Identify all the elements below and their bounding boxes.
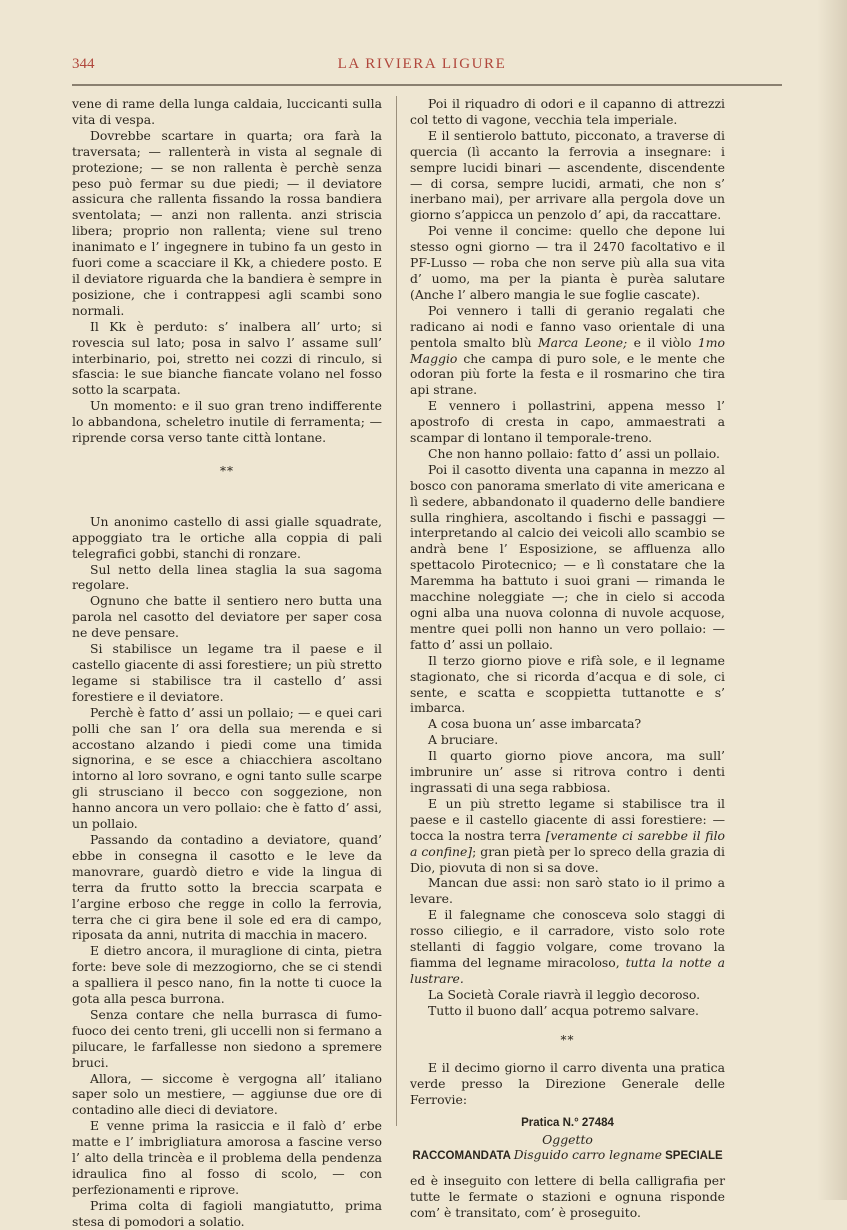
- right-column: [410, 96, 725, 1221]
- page-header: [72, 56, 772, 78]
- text-run: Poi vennero i talli di geranio regalati che radicano ai nodi e fanno vaso orientale di una pentola smalto blù: [410, 302, 725, 350]
- paragraph: E venne prima la rasiccia e il falò d’ erbe matte e l’ imbrigliatura amorosa a fascine verso l’ alto della trincèa e il problema della pendenza idraulica fino al fosso di scolo, — con perfezionamenti e riprove.: [72, 1118, 382, 1197]
- paragraph: Un anonimo castello di assi gialle squadrate, appoggiato tra le ortiche alla coppia di pali telegrafici gobbi, stanchi di ronzare.: [72, 513, 382, 561]
- running-title: LA RIVIERA LIGURE: [337, 56, 507, 72]
- text-run: E il falegname che conosceva solo staggi di rosso ciliegio, e il carradore, visto solo rote stellanti di faggio volgare, come trovano la fiamma del legname miracoloso,: [410, 907, 725, 970]
- italic-run: [veramente ci sarebbe il filo a confine]: [410, 827, 725, 859]
- paragraph: [410, 796, 725, 876]
- section-separator: **: [220, 463, 234, 478]
- paragraph: ed è inseguito con lettere di bella calligrafia per tutte le fermate o stazioni e ognuna risponde com’ è transitato, com’ è proseguito.: [410, 1172, 725, 1220]
- paragraph: Passando da contadino a deviatore, quand’ ebbe in consegna il casotto e le leve da manovrare, guardò dietro e vide la lingua di terra da frutto sotto la breccia scarpata e l’argine erboso che regge in collo la ferrovia, terra che ci gira bene il sole ed era di campo, riposata da anni, nutrita di macchia in macero.: [72, 831, 382, 943]
- paragraph: Il Kk è perduto: s’ inalbera all’ urto; si rovescia sul lato; posa in salvo l’ assame sull’ interbinario, poi, stretto nei cozzi di rinculo, si sfascia: le sue bianche fiancate volano nel fosso sotto la scarpata.: [72, 318, 382, 398]
- paragraph: Il quarto giorno piove ancora, ma sull’ imbrunire un’ asse si ritrova contro i denti ingrassati di una sega rabbiosa.: [410, 748, 725, 795]
- paragraph: Ognuno che batte il sentiero nero butta una parola nel casotto del deviatore per saper cosa ne deve pensare.: [72, 593, 382, 641]
- paragraph: Senza contare che nella burrasca di fumo-fuoco dei cento treni, gli uccelli non si fermano a pilucare, le farfallesse non siedono a spremere bruci.: [72, 1006, 382, 1070]
- paragraph: Perchè è fatto d’ assi un pollaio; — e quei cari polli che san l’ ora della sua merenda e si accostano alzando i piedi come una timida signorina, e se esce a chiacchiera ascoltano intorno al loro sovrano, e ogni tanto sulle scarpe gli strusciano il becco con soggezione, non hanno ancora un vero pollaio: che è fatto d’ assi, un pollaio.: [72, 704, 382, 832]
- header-rule: [72, 84, 782, 86]
- paragraph: Tutto il buono dall’ acqua potremo salvare.: [428, 1002, 699, 1018]
- page-number: 344: [72, 56, 95, 72]
- paragraph: Poi venne il concime: quello che depone lui stesso ogni giorno — tra il 2470 facoltativo e il PF-Lusso — roba che non serve più alla sua vita d’ uomo, ma per la pianta è purèa salutare (Anche l’ albero mangia le sue foglie cascate).: [410, 223, 725, 302]
- paragraph: Dovrebbe scartare in quarta; ora farà la traversata; — rallenterà in vista al segnale di protezione; — se non rallenta è perchè senza peso può fermar su due piedi; — il deviatore assicura che rallenta fissando la rossa bandiera sventolata; — anzi non rallenta. anzi striscia libera; proprio non rallenta; viene sul treno inanimato e l’ ingegnere in tubino fa un gesto in fuori come a scacciare il Kk, a chiedere posto. E il deviatore riguarda che la bandiera è sempre in posizione, che i contrappesi agli scambi sono normali.: [72, 127, 382, 318]
- text-run: e il viòlo: [627, 334, 698, 350]
- paragraph: Che non hanno pollaio: fatto d’ assi un pollaio.: [428, 445, 720, 461]
- text-run: E un più stretto legame si stabilisce tra il paese e il castello giacente di assi forestiere: — tocca la nostra terra: [410, 795, 725, 843]
- paragraph: Sul netto della linea staglia la sua sagoma regolare.: [72, 561, 382, 593]
- paragraph: Poi il riquadro di odori e il capanno di attrezzi col tetto di vagone, vecchia tela imperiale.: [410, 96, 725, 127]
- section-separator: **: [560, 1032, 575, 1047]
- paragraph: A cosa buona un’ asse imbarcata?: [428, 716, 642, 732]
- italic-run: 1mo Maggio: [410, 334, 726, 366]
- paragraph: [410, 907, 725, 987]
- paragraph: Il terzo giorno piove e rifà sole, e il legname stagionato, che si ricorda d’acqua e di sole, ci sente, e scatta e scoppietta tuttanotte e s’ imbarca.: [410, 652, 725, 716]
- scan-shadow: [817, 0, 847, 1200]
- paragraph: E vennero i pollastrini, appena messo l’ apostrofo di cresta in capo, ammaestrati a scampar di lontano il temporale-treno.: [410, 398, 725, 446]
- paragraph: A bruciare.: [428, 732, 499, 748]
- italic-run: Marca Leone;: [538, 334, 628, 350]
- paragraph: Si stabilisce un legame tra il paese e il castello giacente di assi forestiere; un più stretto legame si stabilisce tra il castello d’ assi forestiere e il deviatore.: [72, 641, 382, 704]
- italic-run: tutta la notte a lustrare.: [410, 954, 725, 986]
- paragraph: Mancan due assi: non sarò stato io il primo a levare.: [410, 875, 725, 907]
- paragraph: [410, 303, 725, 398]
- left-column: [72, 96, 382, 1230]
- paragraph: vene di rame della lunga caldaia, luccicanti sulla vita di vespa.: [72, 96, 382, 127]
- paragraph: Prima colta di fagioli mangiatutto, prima stesa di pomodori a solatio.: [72, 1197, 382, 1229]
- paragraph: E dietro ancora, il muraglione di cinta, pietra forte: beve sole di mezzogiorno, che se ci stendi a spalliera il pesco nano, fin la notte ti cuoce la gota alla pesca burrona.: [72, 943, 382, 1007]
- raccomandata-line: [410, 1148, 725, 1165]
- paragraph: E il decimo giorno il carro diventa una pratica verde presso la Direzione Generale delle Ferrovie:: [410, 1060, 725, 1108]
- text-run: RACCOMANDATA: [412, 1150, 514, 1162]
- paragraph: Un momento: e il suo gran treno indifferente lo abbandona, scheletro inutile di ferramenta; — riprende corsa verso tante città lontane.: [72, 398, 382, 446]
- paragraph: Allora, — siccome è vergogna all’ italiano saper solo un mestiere, — aggiunse due ore di contadino alle dieci di deviatore.: [72, 1070, 382, 1118]
- text-run: SPECIALE: [661, 1150, 723, 1162]
- paragraph: E il sentierolo battuto, picconato, a traverse di quercia (lì accanto la ferrovia a insegnare: i sempre lucidi binari — ascendente, discendente — di corsa, sempre lucidi, armati, che non s’ inerbano mai), per arrivare alla pergola dove un giorno s’appicca un penzolo d’ api, da raccattare.: [410, 127, 725, 223]
- column-divider: [396, 96, 397, 1126]
- oggetto-label: Oggetto: [542, 1132, 593, 1148]
- pratica-number: Pratica N.° 27484: [521, 1117, 614, 1130]
- text-run: che campa di puro sole, e le mente che odoran più forte la festa e il rosmarino che tira api strane.: [410, 350, 725, 398]
- italic-run: Disguido carro legname: [513, 1148, 662, 1162]
- paragraph: Poi il casotto diventa una capanna in mezzo al bosco con panorama smerlato di vite americana e lì sedere, abbandonato il quaderno delle bandiere sulla ringhiera, ascoltando i fischi e passaggi — interpretando al calcio dei veicoli allo scambio se andrà bene l’ Esposizione, se affluenza allo spettacolo Pirotecnico; — e lì constatare che la Maremma ha battuto i suoi grani — rimanda le macchine noleggiate —; che in cielo si accoda ogni alba una nuova colonna di nuvole acquose, mentre quei polli non hanno un vero pollaio: — fatto d’ assi un pollaio.: [410, 461, 725, 652]
- text-run: ; gran pietà per lo spreco della grazia di Dio, piovuta di non si sa dove.: [410, 843, 725, 875]
- paragraph: La Società Corale riavrà il leggìo decoroso.: [428, 986, 701, 1002]
